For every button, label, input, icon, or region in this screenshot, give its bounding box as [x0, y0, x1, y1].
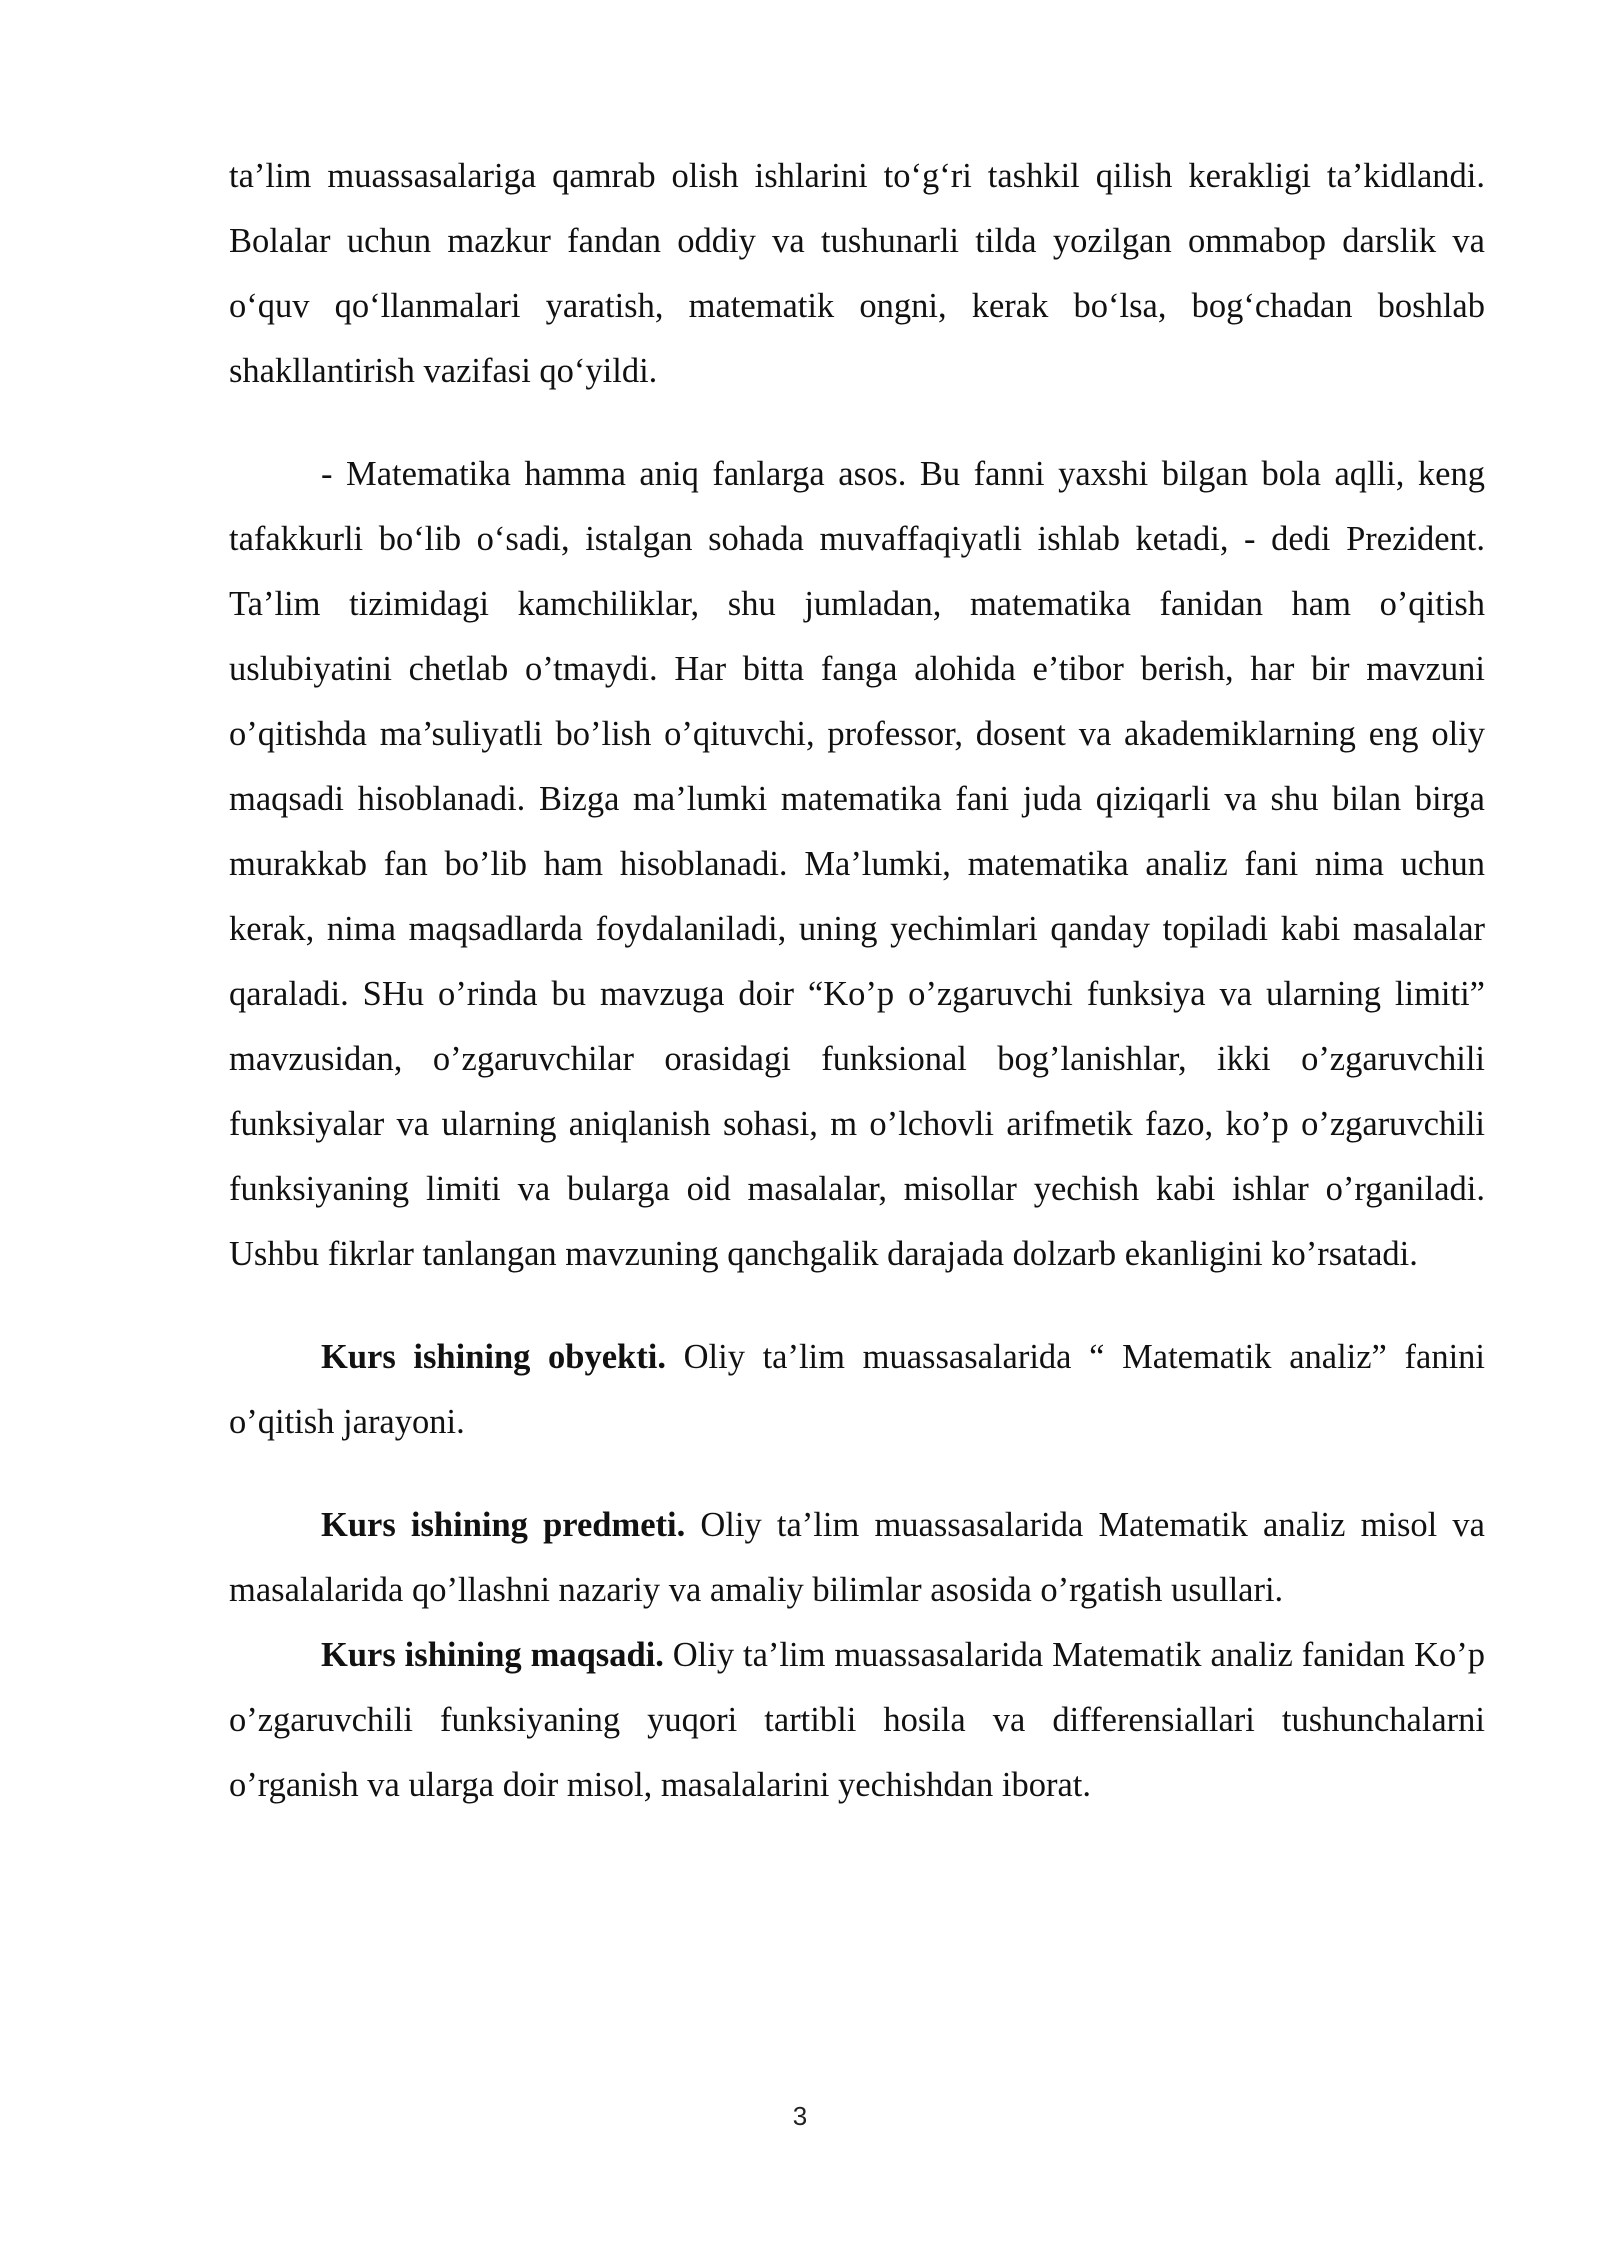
- paragraph-intro-continuation: ta’lim muassasalariga qamrab olish ishlarini to‘g‘ri tashkil qilish kerakligi ta’kidlandi. Bolalar uchun mazkur fandan oddiy va tushunarli tilda yozilgan ommabop darslik va o‘quv qo‘llanmalari yaratish, matematik ongni, kerak bo‘lsa, bog‘chadan boshlab shakllantirish vazifasi qo‘yildi.: [229, 157, 1485, 390]
- course-object-text: Oliy ta’lim muassasalarida “ Matematik analiz” fanini o’qitish jarayoni.: [229, 1338, 1485, 1441]
- course-object-label: Kurs ishining obyekti.: [321, 1338, 666, 1376]
- paragraph-president-quote: - Matematika hamma aniq fanlarga asos. Bu fanni yaxshi bilgan bola aqlli, keng tafakkurli bo‘lib o‘sadi, istalgan sohada muvaffaqiyatli ishlab ketadi, - dedi Prezident. Ta’lim tizimidagi kamchiliklar, shu jumladan, matematika fanidan ham o’qitish uslubiyatini chetlab o’tmaydi. Har bitta fanga alohida e’tibor berish, har bir mavzuni o’qitishda ma’suliyatli bo’lish o’qituvchi, professor, dosent va akademiklarning eng oliy maqsadi hisoblanadi. Bizga ma’lumki matematika fani juda qiziqarli va shu bilan birga murakkab fan bo’lib ham hisoblanadi. Ma’lumki, matematika analiz fani nima uchun kerak, nima maqsadlarda foydalaniladi, uning yechimlari qanday topiladi kabi masalalar qaraladi. SHu o’rinda bu mavzuga doir “Ko’p o’zgaruvchi funksiya va ularning limiti” mavzusidan, o’zgaruvchilar orasidagi funksional bog’lanishlar, ikki o’zgaruvchili funksiyalar va ularning aniqlanish sohasi, m o’lchovli arifmetik fazo, ko’p o’zgaruvchili funksiyaning limiti va bularga oid masalalar, misollar yechish kabi ishlar o’rganiladi. Ushbu fikrlar tanlangan mavzuning qanchgalik darajada dolzarb ekanligini ko’rsatadi.: [229, 455, 1485, 1273]
- course-subject-label: Kurs ishining predmeti.: [321, 1506, 686, 1544]
- course-subject-text: Oliy ta’lim muassasalarida Matematik analiz misol va masalalarida qo’llashni nazariy va amaliy bilimlar asosida o’rgatish usullari.: [229, 1506, 1485, 1609]
- body-text: [229, 144, 1485, 1818]
- course-goal-label: Kurs ishining maqsadi.: [321, 1636, 664, 1674]
- paragraph-course-subject: [229, 1493, 1485, 1623]
- course-goal-text: Oliy ta’lim muassasalarida Matematik analiz fanidan Ko’p o’zgaruvchili funksiyaning yuqori tartibli hosila va differensiallari tushunchalarni o’rganish va ularga doir misol, masalalarini yechishdan iborat.: [229, 1636, 1485, 1804]
- page-number: 3: [792, 2101, 808, 2131]
- paragraph-course-goal: [229, 1623, 1485, 1818]
- paragraph-course-object: [229, 1325, 1485, 1455]
